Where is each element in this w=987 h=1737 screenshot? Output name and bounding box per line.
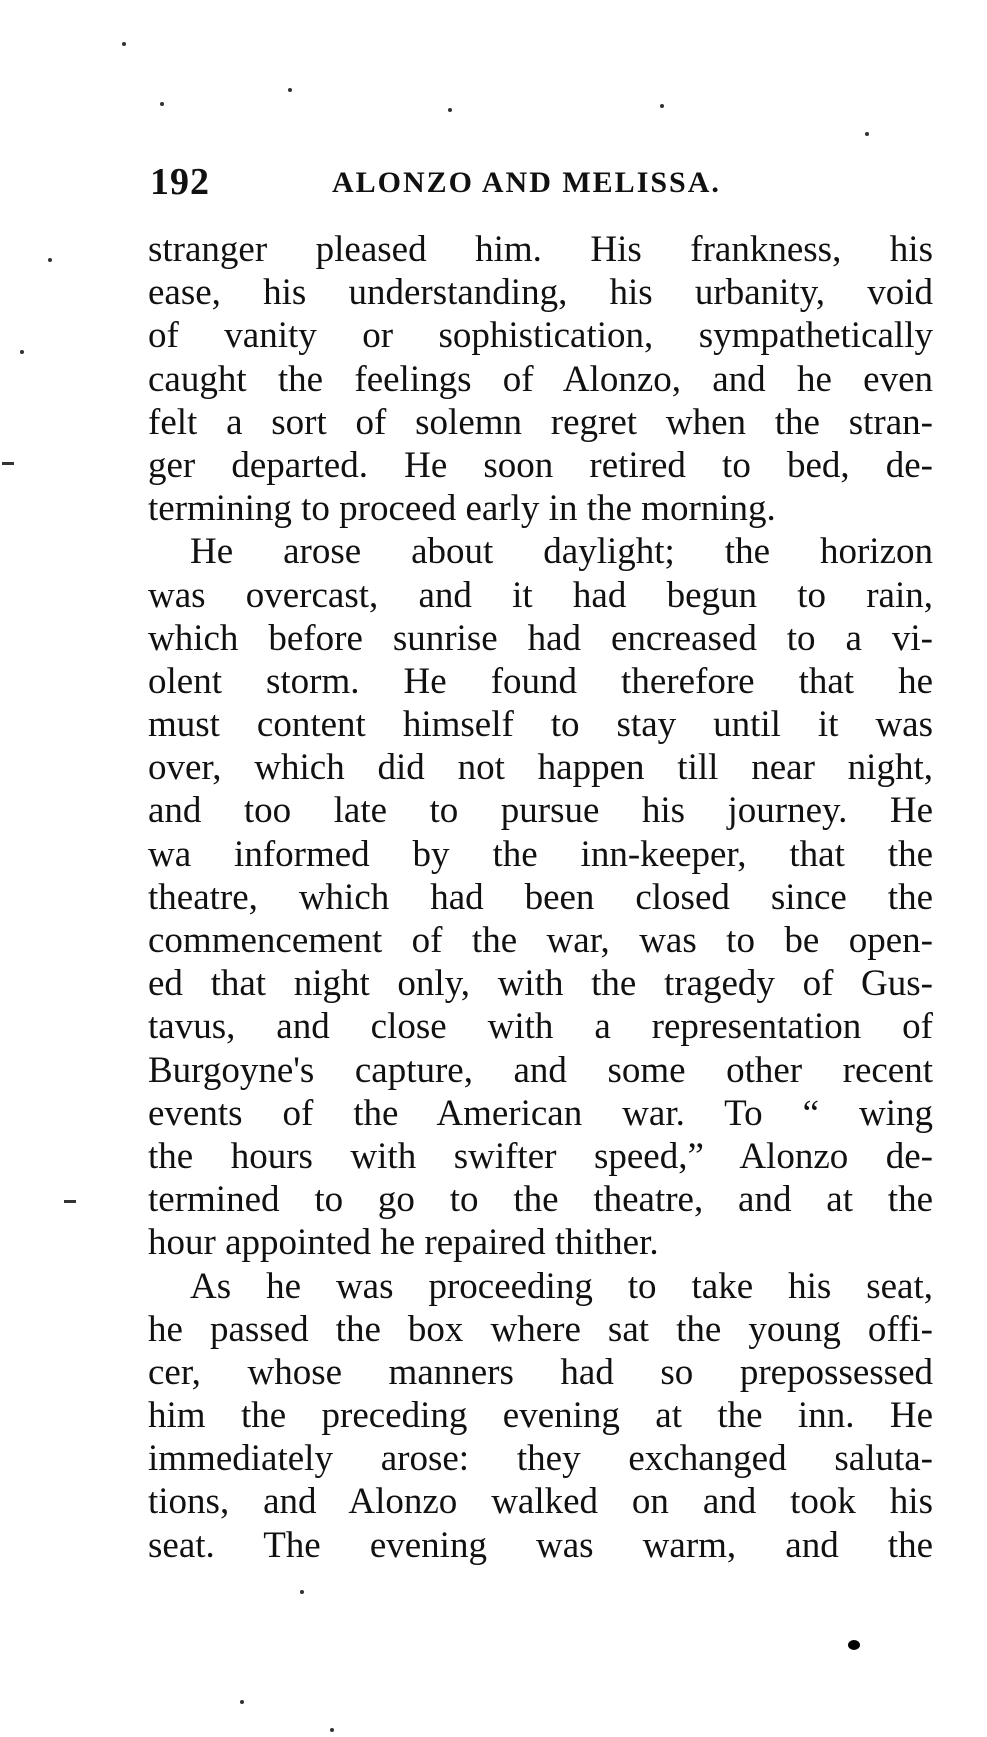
text-line: termined to go to the theatre, and at the: [148, 1179, 933, 1221]
scan-mark: [64, 1200, 76, 1203]
paragraph: [148, 1265, 933, 1567]
text-line: events of the American war. To “ wing: [148, 1092, 933, 1134]
scan-speck: [865, 132, 869, 136]
text-line: caught the feelings of Alonzo, and he even: [148, 358, 933, 400]
text-line: As he was proceeding to take his seat,: [190, 1265, 933, 1307]
scan-speck: [240, 1700, 244, 1704]
text-line: cer, whose manners had so prepossessed: [148, 1351, 933, 1393]
paragraph: [148, 228, 933, 530]
text-line: wa informed by the inn-keeper, that the: [148, 833, 933, 875]
paragraph: [148, 530, 933, 1264]
text-line: and too late to pursue his journey. He: [148, 790, 933, 832]
scan-speck: [300, 1590, 304, 1594]
text-line: of vanity or sophistication, sympathetically: [148, 315, 933, 357]
text-line: stranger pleased him. His frankness, his: [148, 229, 933, 270]
running-title: ALONZO AND MELISSA.: [332, 166, 721, 199]
text-line: theatre, which had been closed since the: [148, 876, 933, 918]
body-text: [148, 228, 933, 1567]
scan-speck: [160, 102, 164, 106]
text-line: ease, his understanding, his urbanity, void: [148, 272, 933, 314]
scan-speck: [122, 42, 126, 46]
text-line: ger departed. He soon retired to bed, de-: [148, 444, 933, 486]
text-line: seat. The evening was warm, and the: [148, 1524, 933, 1566]
text-line: which before sunrise had encreased to a vi-: [148, 617, 933, 659]
text-line: him the preceding evening at the inn. He: [148, 1395, 933, 1437]
scan-speck: [660, 104, 664, 108]
page-header: [150, 160, 930, 210]
text-line: over, which did not happen till near night,: [148, 747, 933, 789]
text-line: He arose about daylight; the horizon: [190, 531, 933, 573]
text-line: the hours with swifter speed,” Alonzo de-: [148, 1135, 933, 1177]
text-line: termining to proceed early in the morning.: [148, 488, 776, 530]
text-line: tavus, and close with a representation of: [148, 1006, 933, 1048]
ink-blot: [848, 1640, 860, 1650]
text-line: immediately arose: they exchanged saluta-: [148, 1438, 933, 1480]
text-line: was overcast, and it had begun to rain,: [148, 574, 933, 616]
scan-speck: [288, 88, 292, 92]
scan-speck: [20, 350, 24, 354]
scan-mark: [2, 462, 14, 465]
text-line: hour appointed he repaired thither.: [148, 1222, 659, 1264]
text-line: must content himself to stay until it was: [148, 704, 933, 746]
text-line: felt a sort of solemn regret when the stran-: [148, 401, 933, 443]
text-line: he passed the box where sat the young offi-: [148, 1308, 933, 1350]
text-line: olent storm. He found therefore that he: [148, 660, 933, 702]
text-line: Burgoyne's capture, and some other recent: [148, 1049, 933, 1091]
scan-speck: [330, 1728, 334, 1732]
text-line: commencement of the war, was to be open-: [148, 920, 933, 961]
scan-speck: [48, 258, 52, 262]
text-line: tions, and Alonzo walked on and took his: [148, 1481, 933, 1523]
scan-speck: [448, 108, 452, 112]
text-line: ed that night only, with the tragedy of Gus-: [148, 963, 933, 1005]
page-number: 192: [150, 161, 210, 203]
